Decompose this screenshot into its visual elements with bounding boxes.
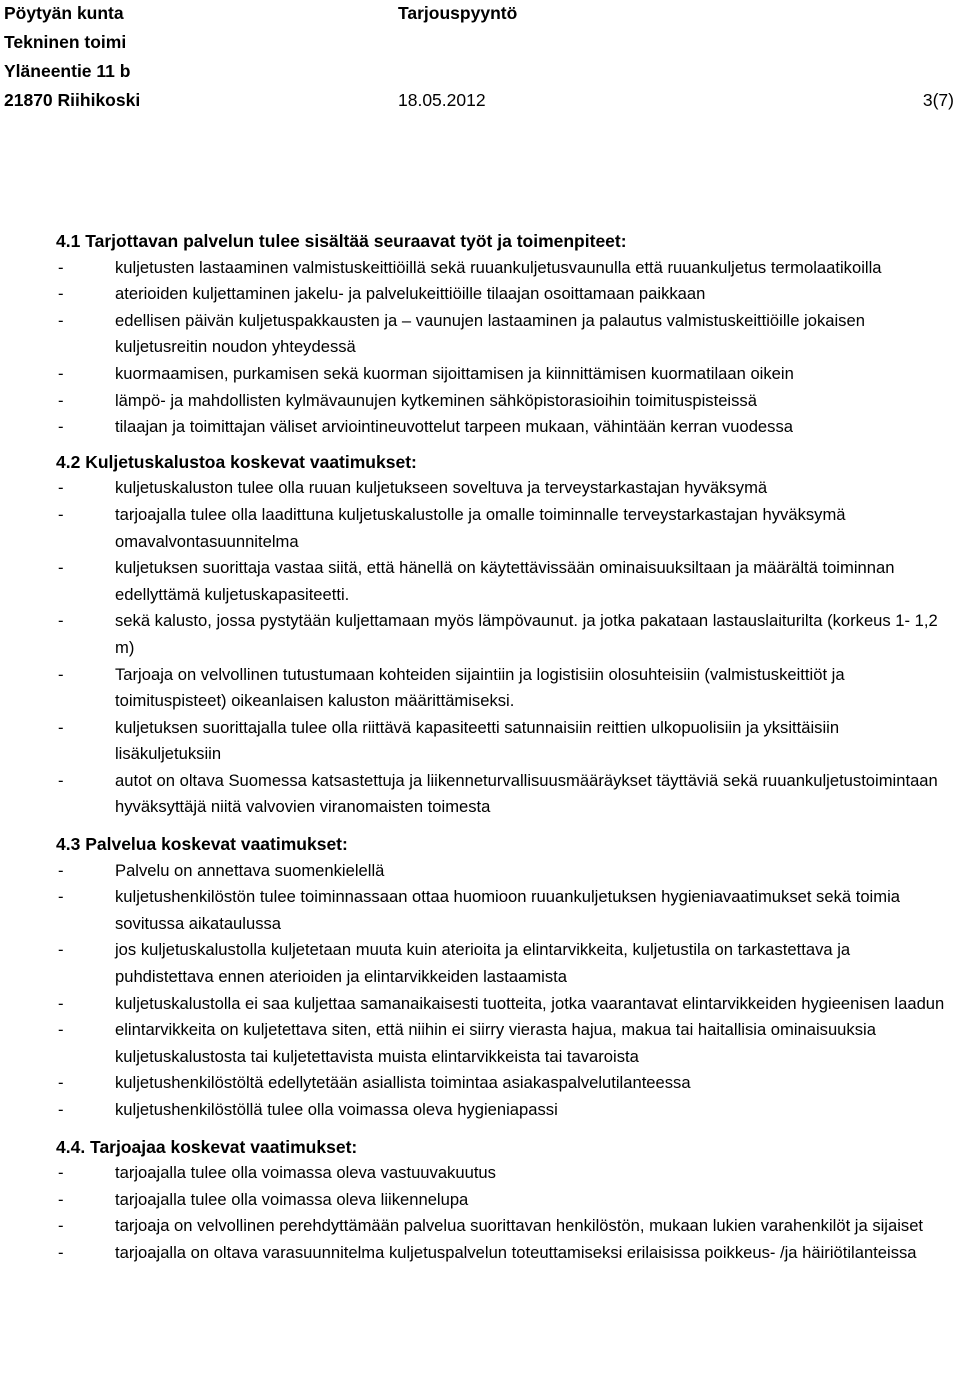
bullet-dash: -: [58, 940, 64, 960]
list-item-text: tarjoajalla on oltava varasuunnitelma kuljetuspalvelun toteuttamiseksi erilaisissa poikkeus- /ja häiriötilanteissa: [115, 1242, 917, 1262]
header-department: Tekninen toimi: [4, 32, 127, 52]
bullet-dash: -: [58, 504, 64, 524]
section-4-2: [0, 449, 960, 821]
list-item: [0, 1097, 960, 1124]
bullet-dash: -: [58, 1100, 64, 1119]
list-item-text: tarjoajalla tulee olla laadittuna kuljetuskalustolle ja omalle toiminnalle terveystarkastajan hyväksymä omavalvontasuunnitelma: [115, 504, 846, 551]
list-item-text: jos kuljetuskalustolla kuljetetaan muuta kuin aterioita ja elintarvikkeita, kuljetustila on tarkastettava ja puhdistettava ennen aterioiden ja elintarvikkeiden lastaamista: [115, 940, 851, 987]
list-item-text: kuljetuksen suorittajalla tulee olla riittävä kapasiteetti satunnaisiin reittien ulkopuolisiin ja yksittäisiin lisäkuljetuksiin: [115, 717, 840, 764]
list-item: [0, 715, 960, 768]
bullet-dash: -: [58, 717, 64, 737]
section-title: 4.1 Tarjottavan palvelun tulee sisältää seuraavat työt ja toimenpiteet:: [56, 231, 627, 251]
section-title: 4.2 Kuljetuskalustoa koskevat vaatimukset:: [56, 451, 417, 472]
list-item: [0, 991, 960, 1018]
bullet-dash: -: [58, 257, 64, 277]
header-street: Yläneentie 11 b: [4, 61, 131, 81]
list-item-text: kuljetuskalustolla ei saa kuljettaa samanaikaisesti tuotteita, jotka vaarantavat elintarvikkeiden hygieenisen laadun: [115, 993, 945, 1013]
list-item-text: kuljetuksen suorittaja vastaa siitä, että hänellä on käytettävissään ominaisuuksiltaan ja määrältä toiminnan edellyttämä kuljetuskapasiteetti.: [115, 558, 895, 604]
list-item-text: Palvelu on annettava suomenkielellä: [115, 860, 385, 880]
header-postal: 21870 Riihikoski: [4, 90, 141, 110]
list-item: [0, 768, 960, 821]
list-item: [0, 1213, 960, 1240]
list-item: [0, 1017, 960, 1070]
bullet-dash: -: [58, 993, 64, 1013]
bullet-dash: -: [58, 1073, 64, 1093]
header-page-number: 3(7): [922, 90, 954, 110]
header-org: Pöytyän kunta: [4, 3, 124, 23]
header-doc-type: Tarjouspyyntö: [398, 3, 518, 23]
section-title: 4.4. Tarjoajaa koskevat vaatimukset:: [56, 1136, 358, 1157]
list-item: [0, 308, 960, 361]
section-4-3: [0, 831, 960, 1124]
list-item-text: kuormaamisen, purkamisen sekä kuorman sijoittamisen ja kiinnittämisen kuormatilaan oikein: [115, 363, 794, 383]
list-item: [0, 1187, 960, 1214]
document-body: [0, 228, 960, 1267]
section-4-1: [0, 228, 960, 441]
bullet-dash: -: [58, 558, 64, 578]
list-item: [0, 662, 960, 715]
list-item: [0, 608, 960, 661]
list-item: [0, 1070, 960, 1097]
list-item-text: kuljetushenkilöstöltä edellytetään asiallista toimintaa asiakaspalvelutilanteessa: [115, 1073, 691, 1093]
list-item-text: autot on oltava Suomessa katsastettuja ja liikenneturvallisuusmääräykset täyttäviä sekä ruuankuljetustoimintaan hyväksyttäjä niitä valvovien viranomaisten toimesta: [115, 770, 938, 817]
list-item: [0, 475, 960, 502]
bullet-dash: -: [58, 1020, 64, 1040]
section-4-4: [0, 1134, 960, 1267]
bullet-dash: -: [58, 1242, 64, 1262]
list-item: [0, 281, 960, 308]
bullet-dash: -: [58, 887, 64, 907]
list-item-text: lämpö- ja mahdollisten kylmävaunujen kytkeminen sähköpistorasioihin toimituspisteissä: [115, 390, 757, 410]
list-item-text: kuljetushenkilöstöllä tulee olla voimassa oleva hygieniapassi: [115, 1100, 558, 1119]
header-date: 18.05.2012: [398, 90, 486, 110]
bullet-dash: -: [58, 1163, 64, 1183]
bullet-dash: -: [58, 1216, 64, 1236]
bullet-dash: -: [58, 611, 64, 631]
list-item-text: sekä kalusto, jossa pystytään kuljettamaan myös lämpövaunut. ja jotka pakataan lastauslaiturilta (korkeus 1- 1,2 m): [115, 611, 938, 657]
list-item-text: kuljetuskaluston tulee olla ruuan kuljetukseen soveltuva ja terveystarkastajan hyväksymä: [115, 478, 768, 498]
list-item: [0, 361, 960, 388]
list-item-text: Tarjoaja on velvollinen tutustumaan kohteiden sijaintiin ja logistisiin olosuhteisiin (valmistuskeittiöt ja toimituspisteet) oikeanlaisen kaluston määrittämiseksi.: [115, 664, 845, 711]
bullet-dash: -: [58, 284, 64, 304]
bullet-dash: -: [58, 1189, 64, 1209]
list-item: [0, 1240, 960, 1267]
bullet-dash: -: [58, 417, 64, 437]
bullet-dash: -: [58, 478, 64, 498]
bullet-dash: -: [58, 310, 64, 330]
list-item-text: kuljetushenkilöstön tulee toiminnassaan ottaa huomioon ruuankuljetuksen hygieniavaatimukset sekä toimia sovitussa aikataulussa: [115, 887, 900, 933]
list-item-text: kuljetusten lastaaminen valmistuskeittiöillä sekä ruuankuljetusvaunulla että ruuankuljetus termolaatikoilla: [115, 257, 882, 277]
list-item: [0, 937, 960, 990]
bullet-dash: -: [58, 860, 64, 880]
bullet-dash: -: [58, 390, 64, 410]
list-item-text: tarjoaja on velvollinen perehdyttämään palvelua suorittavan henkilöstön, mukaan lukien varahenkilöt ja sijaiset: [115, 1216, 924, 1236]
bullet-dash: -: [58, 770, 64, 790]
section-title: 4.3 Palvelua koskevat vaatimukset:: [56, 834, 348, 855]
list-item-text: aterioiden kuljettaminen jakelu- ja palvelukeittiöille tilaajan osoittamaan paikkaan: [115, 284, 706, 304]
list-item-text: edellisen päivän kuljetuspakkausten ja – vaunujen lastaaminen ja palautus valmistuskeittiöille jokaisen kuljetusreitin noudon yhteydessä: [115, 310, 865, 357]
list-item: [0, 555, 960, 608]
bullet-dash: -: [58, 664, 64, 684]
list-item: [0, 414, 960, 441]
list-item-text: tilaajan ja toimittajan väliset arviointineuvottelut tarpeen mukaan, vähintään kerran vuodessa: [115, 417, 793, 437]
bullet-dash: -: [58, 363, 64, 383]
list-item-text: tarjoajalla tulee olla voimassa oleva vastuuvakuutus: [115, 1163, 496, 1183]
list-item: [0, 1160, 960, 1187]
list-item: [0, 502, 960, 555]
list-item: [0, 255, 960, 282]
list-item: [0, 388, 960, 415]
list-item-text: tarjoajalla tulee olla voimassa oleva liikennelupa: [115, 1189, 469, 1209]
list-item: [0, 884, 960, 937]
list-item-text: elintarvikkeita on kuljetettava siten, että niihin ei siirry vierasta hajua, makua tai haitallisia ominaisuuksia kuljetuskalustosta tai kuljetettavista muista elintarvikkeista tai tavaroista: [115, 1020, 876, 1066]
list-item: [0, 858, 960, 885]
